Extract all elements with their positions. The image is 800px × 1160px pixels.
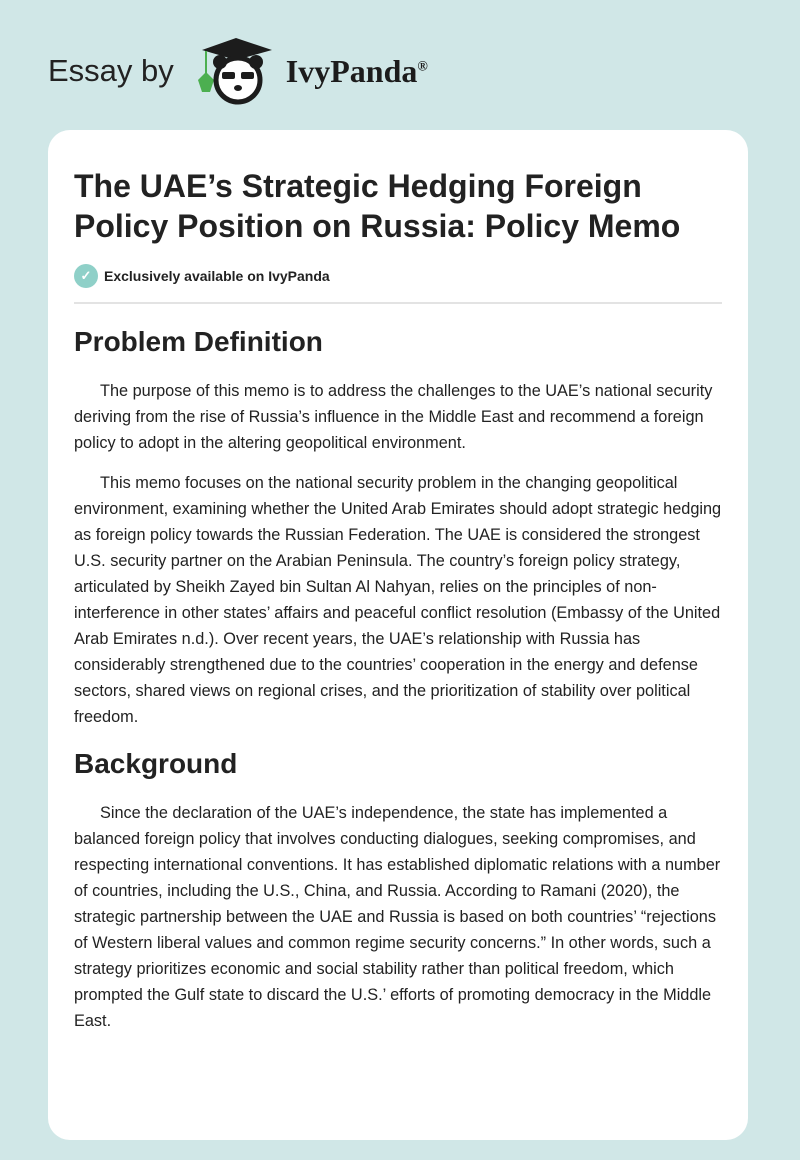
page-title: The UAE’s Strategic Hedging Foreign Policy Position on Russia: Policy Memo [74,168,681,244]
paragraph: Since the declaration of the UAE’s independence, the state has implemented a balanced foreign policy that involves conducting dialogues, seeking compromises, and respecting international conventions. It has established diplomatic relations with a number of countries, including the U.S., China, and Russia. According to Ramani (2020), the strategic partnership between the UAE and Russia is based on both countries’ “rejections of Western liberal values and common regime security concerns.” In other words, such a strategy prioritizes economic and social stability rather than political freedom, which prompted the Gulf state to discard the U.S.’ efforts of promoting democracy in the Middle East. [74,804,721,1030]
brand-text: IvyPanda [285,52,418,89]
site-header [48,36,428,106]
essay-by-label: Essay by [48,53,174,88]
brand-name[interactable] [286,53,428,90]
article-body [74,322,724,1048]
panda-logo-icon[interactable] [192,36,278,106]
badge-text: Exclusively available on IvyPanda [104,268,330,284]
essay-card [48,130,748,1140]
check-icon: ✓ [74,264,98,288]
section-heading: Problem Definition [74,326,323,357]
exclusive-badge [74,264,330,288]
paragraph: This memo focuses on the national security problem in the changing geopolitical environment, examining whether the United Arab Emirates should adopt strategic hedging as foreign policy towards the Russian Federation. The UAE is considered the strongest U.S. security partner on the Arabian Peninsula. The country’s foreign policy strategy, articulated by Sheikh Zayed bin Sultan Al Nahyan, relies on the principles of non-interference in other states’ affairs and peaceful conflict resolution (Embassy of the United Arab Emirates n.d.). Over recent years, the UAE’s relationship with Russia has considerably strengthened due to the countries’ cooperation in the energy and defense sectors, shared views on regional crises, and the prioritization of stability over political freedom. [74,474,722,726]
paragraph: The purpose of this memo is to address the challenges to the UAE’s national security deriving from the rise of Russia’s influence in the Middle East and recommend a foreign policy to adopt in the altering geopolitical environment. [74,382,713,452]
section-heading: Background [74,748,238,779]
divider [74,302,722,304]
registered-mark: ® [417,58,428,74]
